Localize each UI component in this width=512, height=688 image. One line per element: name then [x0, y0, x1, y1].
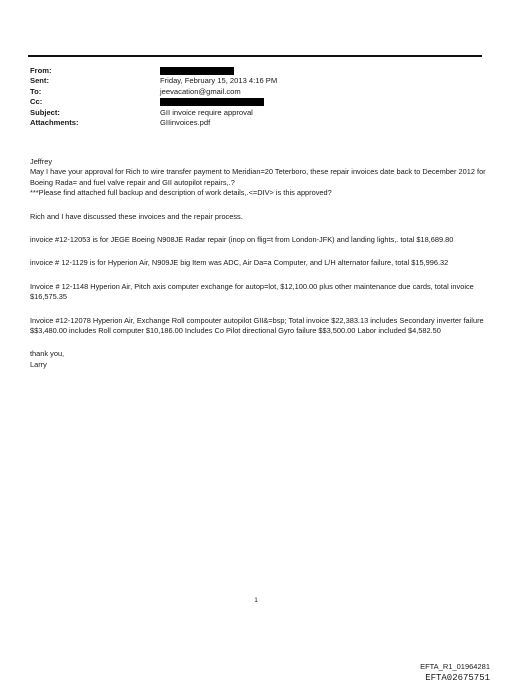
invoice-paragraph: Invoice # 12-1148 Hyperion Air, Pitch axis computer exchange for autop=lot, $12,100.00 plus other maintenance due cards, total invoice $16,575.35: [30, 281, 474, 302]
cc-value: [160, 97, 264, 107]
cc-label: Cc:: [30, 97, 43, 107]
email-body: [30, 157, 492, 370]
subject-row: [30, 108, 277, 118]
subject-value: GII invoice require approval: [160, 107, 253, 117]
attachments-row: [30, 118, 277, 128]
invoice-paragraph: Invoice #12-12078 Hyperion Air, Exchange Roll compouter autopilot GII&=bsp; Total invoice $22,383.13 includes Secondary inverter failure $$3,480.00 includes Roll computer $10,186.00 Includes Co Pilot directional Gyro failure $$3,500.00 Labor included $4,582.50: [30, 315, 484, 336]
redaction-bar: [160, 98, 264, 106]
request-paragraph: May I have your approval for Rich to wire transfer payment to Meridian=20 Teterboro, these repair invoices date back to December 2012 for Boeing Rada= and fuel valve repair and GII autopilot repairs,.?: [30, 167, 486, 187]
subject-label: Subject:: [30, 107, 60, 117]
signature: Larry: [30, 359, 47, 369]
redaction-bar: [160, 67, 234, 75]
bates-stamp: EFTA02675751: [425, 673, 490, 683]
invoice-paragraph: invoice # 12-1129 is for Hyperion Air, N909JE big Item was ADC, Air Da=a Computer, and L/H alternator failure, total $15,996.32: [30, 258, 449, 268]
to-row: [30, 87, 277, 97]
to-value: jeevacation@gmail.com: [160, 86, 241, 96]
closing: thank you,: [30, 349, 65, 359]
discussion-paragraph: Rich and I have discussed these invoices and the repair process.: [30, 211, 243, 221]
sent-value: Friday, February 15, 2013 4:16 PM: [160, 76, 278, 86]
greeting: Jeffrey: [30, 157, 53, 166]
attachments-label: Attachments:: [30, 117, 79, 127]
header-rule: [28, 55, 482, 57]
to-label: To:: [30, 86, 42, 96]
sent-row: [30, 76, 277, 86]
sent-label: Sent:: [30, 76, 49, 86]
invoice-paragraph: invoice #12-12053 is for JEGE Boeing N908JE Radar repair (inop on flig=t from London-JFK) and landing lights,. total $18,689.80: [30, 235, 454, 245]
from-label: From:: [30, 66, 52, 75]
from-row: [30, 66, 277, 76]
email-header: [30, 66, 277, 128]
attachments-value: GIIinvoices.pdf: [160, 117, 211, 127]
cc-row: [30, 97, 277, 107]
attachment-note: ***Please find attached full backup and description of work details,.<=DIV> is this approved?: [30, 188, 332, 198]
page-number: 1: [254, 597, 258, 604]
bates-stamp-r1: EFTA_R1_01964281: [420, 662, 490, 671]
from-value: [160, 66, 234, 76]
